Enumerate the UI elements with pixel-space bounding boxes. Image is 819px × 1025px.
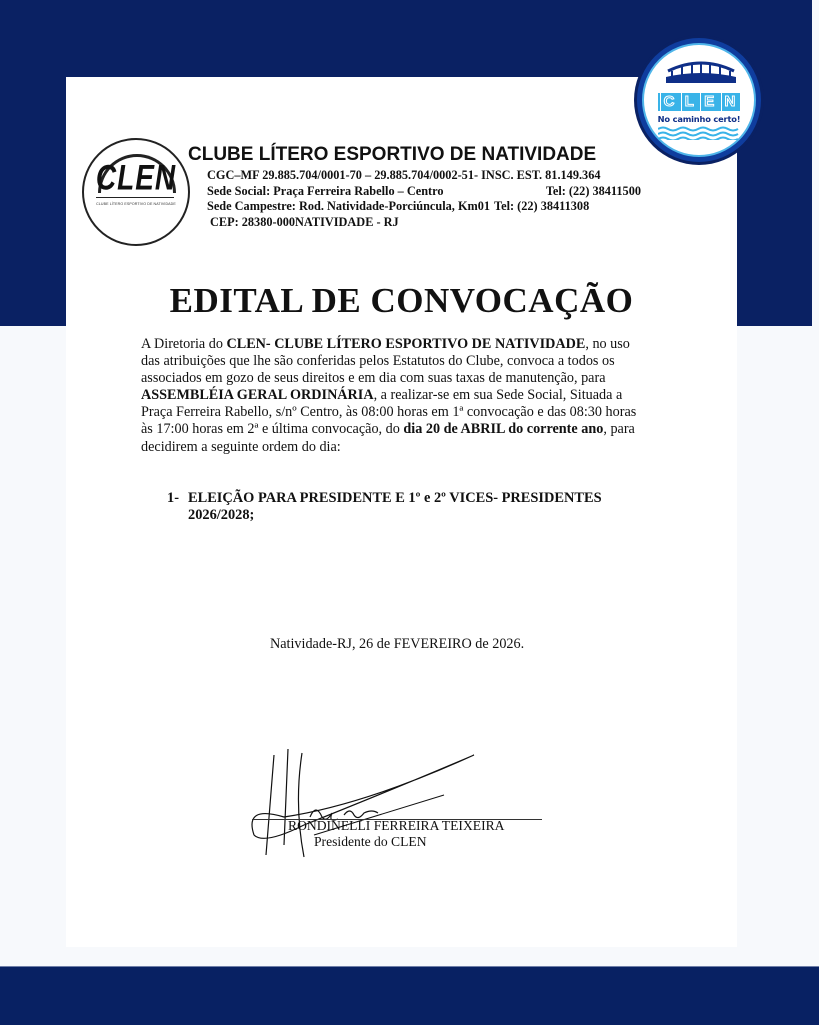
agenda-item-line-2: 2026/2028; bbox=[188, 507, 255, 523]
body-text-run: decidirem a seguinte ordem do dia: bbox=[141, 438, 341, 455]
organization-name: CLUBE LÍTERO ESPORTIVO DE NATIVIDADE bbox=[188, 144, 597, 165]
badge-ring bbox=[642, 43, 756, 157]
signer-name: RONDINELLI FERREIRA TEIXEIRA bbox=[288, 818, 505, 833]
body-text-run: Praça Ferreira Rabello, s/nº Centro, às 08:00 horas em 1ª convocação e das 08:30 horas bbox=[141, 404, 637, 421]
body-line bbox=[141, 439, 741, 456]
body-bold-run: ASSEMBLÉIA GERAL ORDINÁRIA bbox=[141, 387, 374, 404]
cep-line bbox=[207, 215, 641, 231]
registration-line bbox=[207, 168, 641, 184]
sede-social-text: Sede Social: Praça Ferreira Rabello – Centro bbox=[207, 183, 444, 198]
body-text-run: , a realizar-se em sua Sede Social, Situada a bbox=[373, 387, 623, 404]
body-line bbox=[141, 404, 741, 421]
seal-monogram: CLEN bbox=[95, 158, 177, 197]
clen-stadium-logo-icon bbox=[664, 59, 738, 85]
badge-letter: L bbox=[681, 93, 697, 111]
sede-social-phone: Tel: (22) 38411500 bbox=[545, 183, 641, 198]
sede-campestre-phone: Tel: (22) 38411308 bbox=[494, 199, 590, 213]
signer-role: Presidente do CLEN bbox=[314, 834, 427, 849]
document-title: EDITAL DE CONVOCAÇÃO bbox=[169, 281, 634, 320]
agenda-item-text bbox=[188, 490, 602, 524]
body-text-run: , no uso bbox=[585, 336, 630, 352]
registration-text: CGC–MF 29.885.704/0001-70 – 29.885.704/0002-51- INSC. EST. 81.149.364 bbox=[207, 168, 601, 182]
cep-text: CEP: 28380-000NATIVIDADE - RJ bbox=[210, 214, 399, 229]
sede-social-line bbox=[207, 184, 641, 200]
body-line bbox=[141, 387, 741, 404]
document-paper bbox=[66, 77, 737, 947]
seal-subtitle: CLUBE LÍTERO ESPORTIVO DE NATIVIDADE bbox=[96, 202, 176, 206]
bottom-navy-band bbox=[0, 966, 819, 1025]
body-bold-run: CLEN- CLUBE LÍTERO ESPORTIVO DE NATIVIDADE bbox=[226, 336, 586, 352]
body-text-run: às 17:00 horas em 2ª e última convocação, do bbox=[141, 421, 404, 438]
body-text-run: A Diretoria do bbox=[141, 336, 227, 352]
body-text-run: das atribuições que lhe são conferidas pelos Estatutos do Clube, convoca a todos os bbox=[141, 353, 615, 370]
sede-campestre-text: Sede Campestre: Rod. Natividade-Porciúncula, Km01 bbox=[207, 199, 491, 213]
body-bold-run: dia 20 de ABRIL do corrente ano bbox=[403, 421, 604, 438]
convocation-body bbox=[141, 336, 741, 456]
clen-seal-icon bbox=[82, 138, 190, 246]
body-text-run: , para bbox=[603, 421, 635, 438]
body-line bbox=[141, 336, 741, 353]
badge-letter: E bbox=[700, 93, 717, 111]
body-line bbox=[141, 353, 741, 370]
letterhead-details bbox=[207, 168, 641, 230]
badge-letter: C bbox=[660, 93, 678, 111]
body-text-run: associados em gozo de seus direitos e em dia com suas taxas de manutenção, para bbox=[141, 370, 606, 387]
place-and-date: Natividade-RJ, 26 de FEVEREIRO de 2026. bbox=[270, 636, 525, 652]
badge-wordmark bbox=[658, 93, 740, 111]
badge-letter: N bbox=[721, 93, 739, 111]
agenda-item-number: 1- bbox=[167, 490, 179, 506]
body-line bbox=[141, 370, 741, 387]
waves-icon bbox=[658, 126, 740, 140]
seal-baseline bbox=[96, 197, 174, 198]
sede-campestre-line bbox=[207, 199, 641, 215]
badge-tagline: No caminho certo! bbox=[657, 114, 741, 124]
agenda-item-line-1: ELEIÇÃO PARA PRESIDENTE E 1º e 2º VICES- PRESIDENTES bbox=[188, 490, 602, 506]
clen-brand-badge bbox=[637, 38, 761, 162]
body-line bbox=[141, 421, 741, 438]
left-navy-band bbox=[0, 77, 66, 326]
